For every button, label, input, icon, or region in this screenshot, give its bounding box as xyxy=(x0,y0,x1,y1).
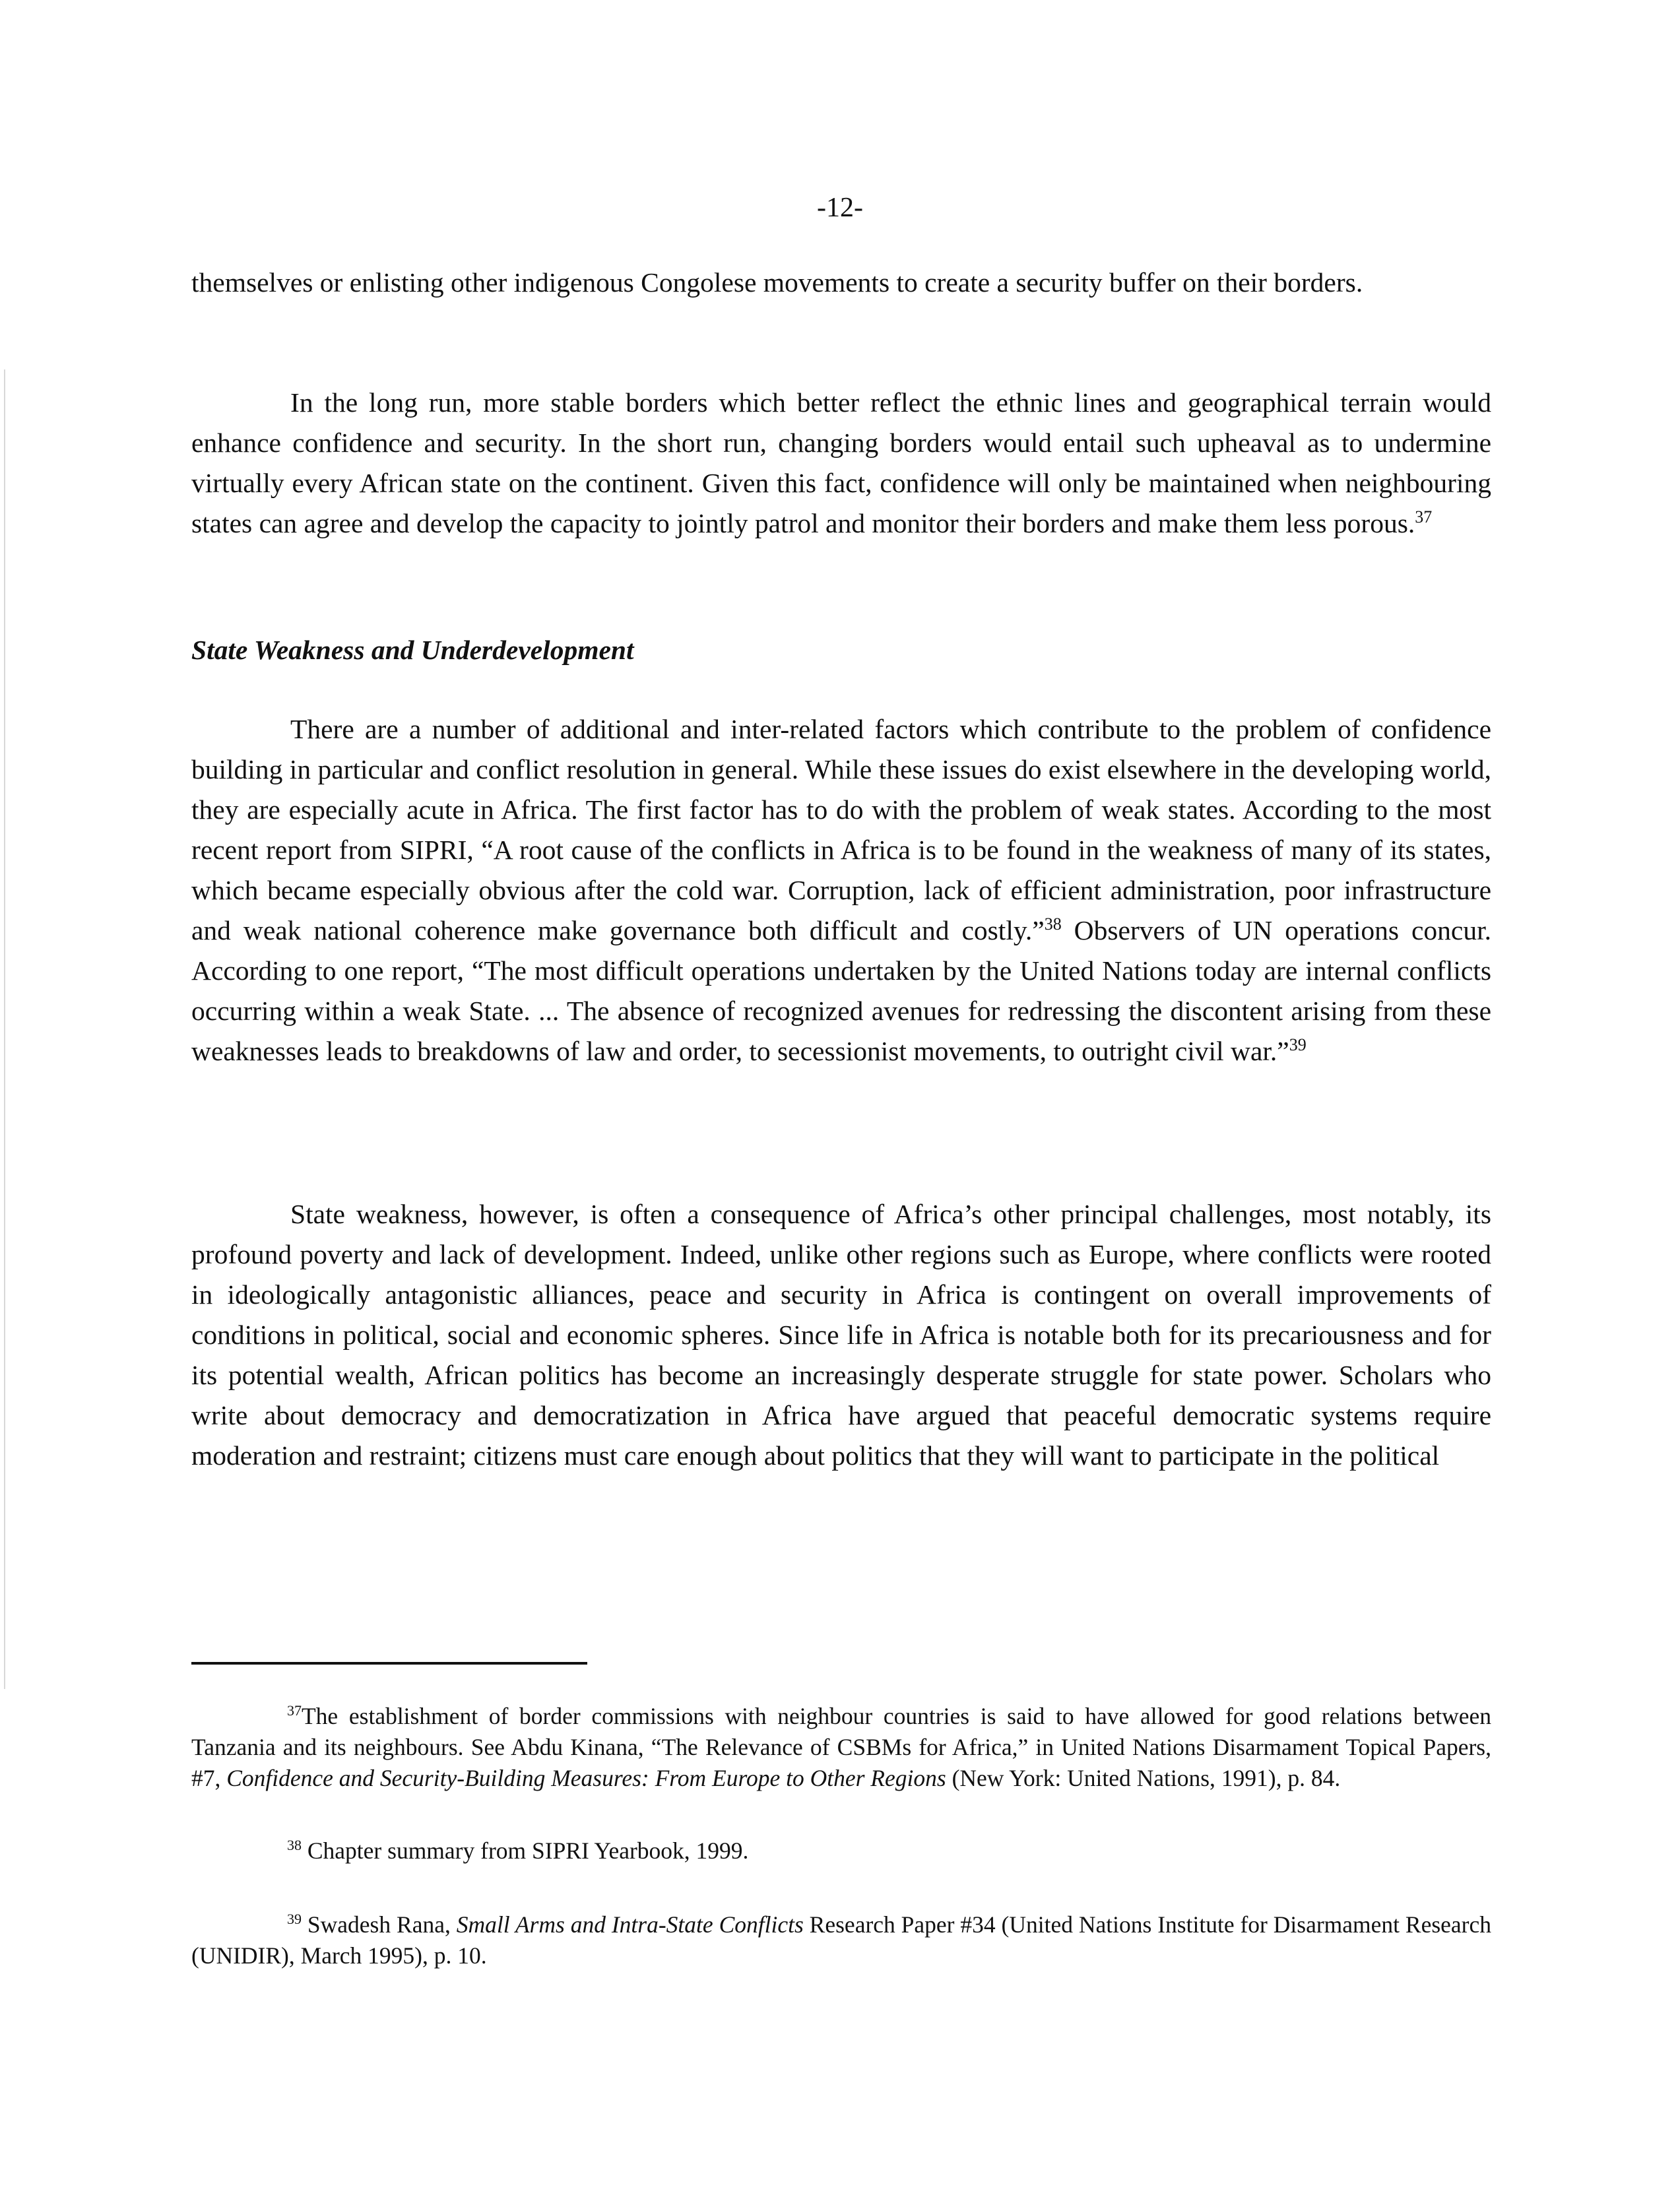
footnote-37 xyxy=(191,1701,1491,1794)
paragraph-3-text-1: There are a number of additional and inter-related factors which contribute to the problem of confidence building in particular and conflict resolution in general. While these issues do exist elsewhere in the developing world, they are especially acute in Africa. The first factor has to do with the problem of weak states. According to the most recent report from SIPRI, “A root cause of the conflicts in Africa is to be found in the weakness of many of its states, which became especially obvious after the cold war. Corruption, lack of efficient administration, poor infrastructure and weak national coherence make governance both difficult and costly.” xyxy=(191,714,1491,945)
paragraph-2 xyxy=(191,383,1491,544)
paragraph-3 xyxy=(191,709,1491,1071)
paragraph-4-text: State weakness, however, is often a consequence of Africa’s other principal challenges, most notably, its profound poverty and lack of development. Indeed, unlike other regions such as Europe, where conflicts were rooted in ideologically antagonistic alliances, peace and security in Africa is contingent on overall improvements of conditions in political, social and economic spheres. Since life in Africa is notable both for its precariousness and for its potential wealth, African politics has become an increasingly desperate struggle for state power. Scholars who write about democracy and democratization in Africa have argued that peaceful democratic systems require moderation and restraint; citizens must care enough about politics that they will want to participate in the political xyxy=(191,1199,1491,1471)
paragraph-4 xyxy=(191,1194,1491,1476)
paragraph-2-text: In the long run, more stable borders which better reflect the ethnic lines and geographical terrain would enhance confidence and security. In the short run, changing borders would entail such upheaval as to undermine virtually every African state on the continent. Given this fact, confidence will only be maintained when neighbouring states can agree and develop the capacity to jointly patrol and monitor their borders and make them less porous. xyxy=(191,387,1491,538)
footnote-ref-37: 37 xyxy=(1415,507,1433,527)
footnote-text-end: (New York: United Nations, 1991), p. 84. xyxy=(946,1765,1341,1791)
footnote-text-end: Research Paper #34 (United Nations Institute for Disarmament Research (UNIDIR), March 1995), p. 10. xyxy=(191,1911,1492,1969)
footnote-ref-39: 39 xyxy=(1289,1035,1307,1055)
footnote-text: The establishment of border commissions with neighbour countries is said to have allowed for good relations between Tanzania and its neighbours. See Abdu Kinana, “The Relevance of CSBMs for Africa,” in United Nations Disarmament Topical Papers, #7, xyxy=(191,1703,1491,1791)
footnote-text: Swadesh Rana, xyxy=(307,1911,457,1938)
footnote-title: Confidence and Security-Building Measures: From Europe to Other Regions xyxy=(226,1765,946,1791)
footnote-text: Chapter summary from SIPRI Yearbook, 1999. xyxy=(307,1837,749,1864)
footnote-ref-38: 38 xyxy=(1044,914,1062,934)
footnote-number: 39 xyxy=(287,1911,302,1928)
footnote-title: Small Arms and Intra-State Conflicts xyxy=(456,1911,804,1938)
footnote-separator xyxy=(191,1662,587,1665)
paragraph-1 xyxy=(191,263,1491,303)
section-heading: State Weakness and Underdevelopment xyxy=(191,635,634,665)
footnote-39 xyxy=(191,1909,1491,1971)
page-number: -12- xyxy=(817,193,863,223)
footnote-38 xyxy=(191,1835,1491,1866)
footnote-number: 37 xyxy=(287,1702,302,1719)
paragraph-1-text: themselves or enlisting other indigenous Congolese movements to create a security buffer on their borders. xyxy=(191,267,1363,298)
paragraph-3-text-2: Observers of UN operations concur. According to one report, “The most difficult operations undertaken by the United Nations today are internal conflicts occurring within a weak State. ... The absence of recognized avenues for redressing the discontent arising from these weaknesses leads to breakdowns of law and order, to secessionist movements, to outright civil war.” xyxy=(191,915,1491,1066)
footnote-number: 38 xyxy=(287,1837,302,1854)
scan-edge-line xyxy=(4,369,5,1689)
